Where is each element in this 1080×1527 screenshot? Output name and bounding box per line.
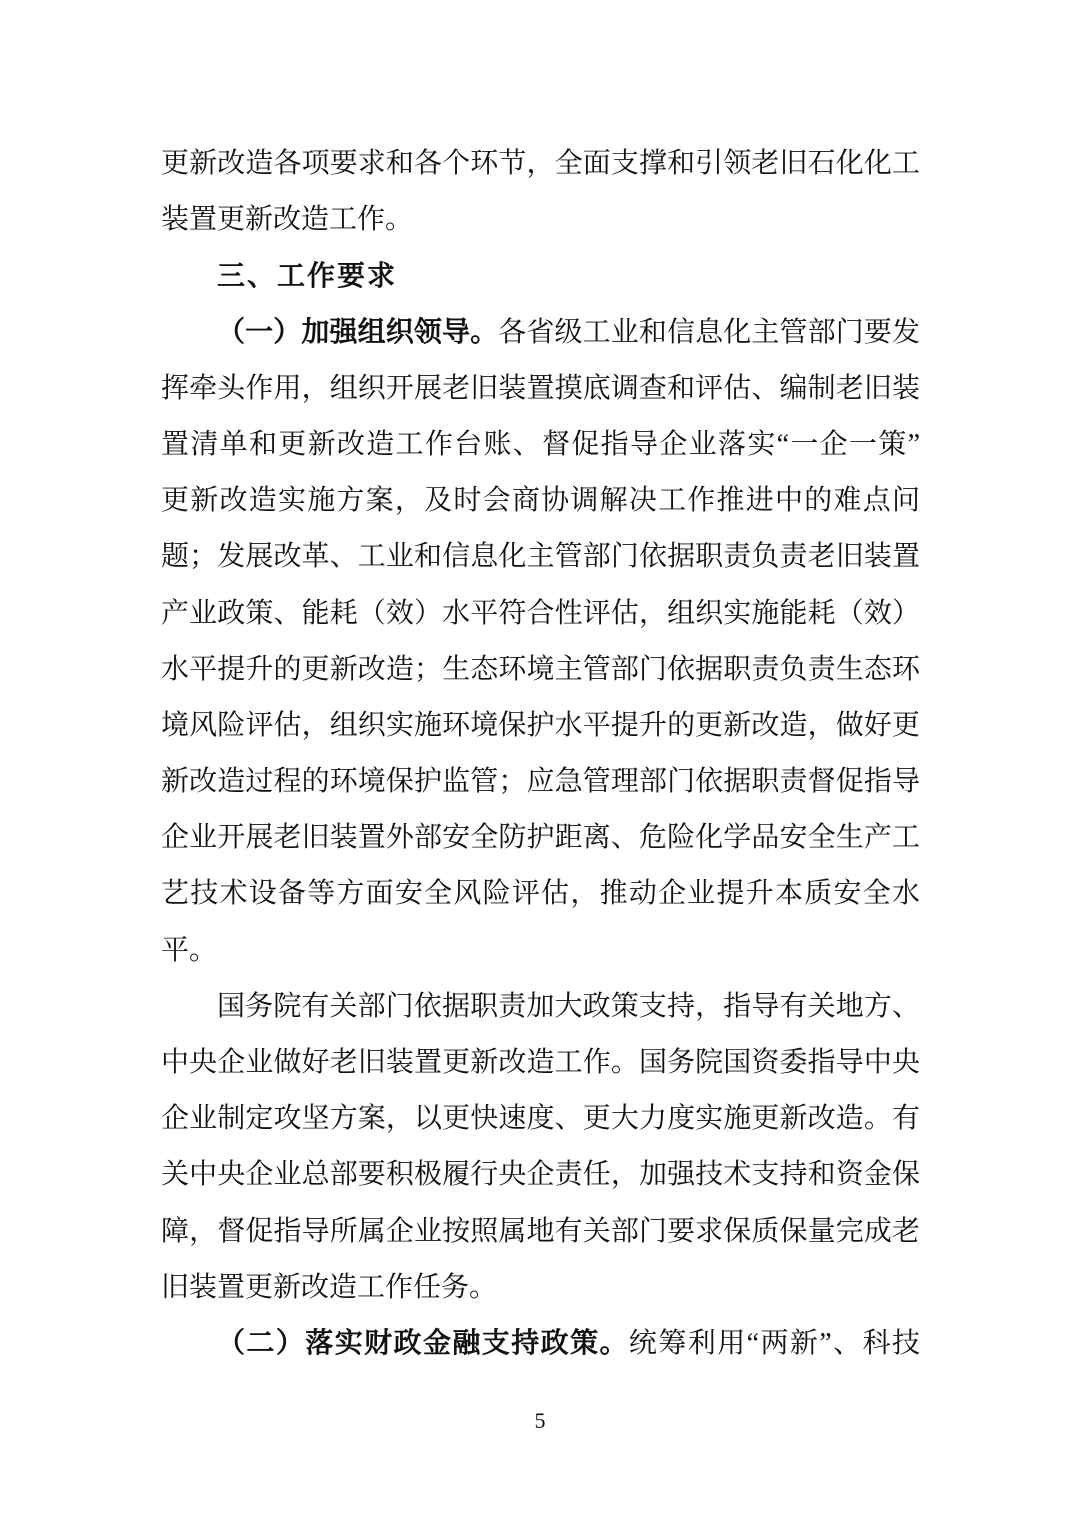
text-line-text: 更新改造各项要求和各个环节，全面支撑和引领老旧石化化工 bbox=[161, 148, 920, 179]
text-line bbox=[161, 1260, 920, 1316]
paragraph-start-line bbox=[161, 979, 920, 1035]
text-line bbox=[161, 1147, 920, 1203]
text-line bbox=[161, 923, 920, 979]
text-line bbox=[161, 698, 920, 754]
section-heading-text: 三、工作要求 bbox=[217, 260, 398, 292]
text-line-text: 企业开展老旧装置外部安全防护距离、危险化学品安全生产工 bbox=[161, 822, 920, 854]
paragraph-start-line bbox=[161, 305, 920, 361]
text-line-text: 企业制定攻坚方案，以更快速度、更大力度实施更新改造。有 bbox=[161, 1103, 920, 1135]
text-line-text: 中央企业做好老旧装置更新改造工作。国务院国资委指导中央 bbox=[161, 1047, 920, 1078]
text-line bbox=[161, 192, 920, 248]
subsection-title: （一）加强组织领导。 bbox=[217, 316, 499, 348]
text-line bbox=[161, 586, 920, 642]
text-line-text: 水平提升的更新改造；生态环境主管部门依据职责负责生态环 bbox=[161, 653, 920, 685]
text-line bbox=[161, 642, 920, 698]
subsection-title: （二）落实财政金融支持政策。 bbox=[217, 1327, 629, 1359]
text-line-text: 挥牵头作用，组织开展老旧装置摸底调查和评估、编制老旧装 bbox=[161, 372, 920, 404]
text-line-text: 国务院有关部门依据职责加大政策支持，指导有关地方、 bbox=[217, 990, 920, 1022]
text-line-text: 障，督促指导所属企业按照属地有关部门要求保质保量完成老 bbox=[161, 1215, 920, 1247]
text-line-text: 各省级工业和信息化主管部门要发 bbox=[498, 316, 920, 348]
text-line-text: 更新改造实施方案，及时会商协调解决工作推进中的难点问 bbox=[161, 485, 920, 517]
page-body bbox=[161, 136, 920, 1372]
text-line-text: 题；发展改革、工业和信息化主管部门依据职责负责老旧装置 bbox=[161, 541, 920, 573]
text-line-text: 旧装置更新改造工作任务。 bbox=[161, 1271, 498, 1303]
text-line bbox=[161, 361, 920, 417]
text-line bbox=[161, 810, 920, 866]
text-line-text: 关中央企业总部要积极履行央企责任，加强技术支持和资金保 bbox=[161, 1159, 920, 1191]
text-line bbox=[161, 1091, 920, 1147]
text-line bbox=[161, 1035, 920, 1091]
text-line bbox=[161, 417, 920, 473]
page-number: 5 bbox=[534, 1408, 546, 1433]
text-line-text: 新改造过程的环境保护监管；应急管理部门依据职责督促指导 bbox=[161, 766, 920, 798]
section-heading bbox=[161, 248, 920, 304]
text-line-text: 产业政策、能耗（效）水平符合性评估，组织实施能耗（效） bbox=[161, 597, 920, 629]
text-line-text: 装置更新改造工作。 bbox=[161, 204, 414, 236]
text-line bbox=[161, 136, 920, 192]
text-line bbox=[161, 1204, 920, 1260]
text-line-text: 艺技术设备等方面安全风险评估，推动企业提升本质安全水 bbox=[161, 878, 920, 910]
text-line bbox=[161, 754, 920, 810]
paragraph-start-line bbox=[161, 1316, 920, 1372]
text-line-text: 置清单和更新改造工作台账、督促指导企业落实“一企一策” bbox=[161, 428, 920, 460]
text-line bbox=[161, 473, 920, 529]
text-line-text: 平。 bbox=[161, 934, 218, 966]
text-line-text: 境风险评估，组织实施环境保护水平提升的更新改造，做好更 bbox=[161, 709, 920, 741]
text-line bbox=[161, 866, 920, 922]
text-line bbox=[161, 529, 920, 585]
text-line-text: 统筹利用“两新”、科技 bbox=[628, 1327, 920, 1359]
